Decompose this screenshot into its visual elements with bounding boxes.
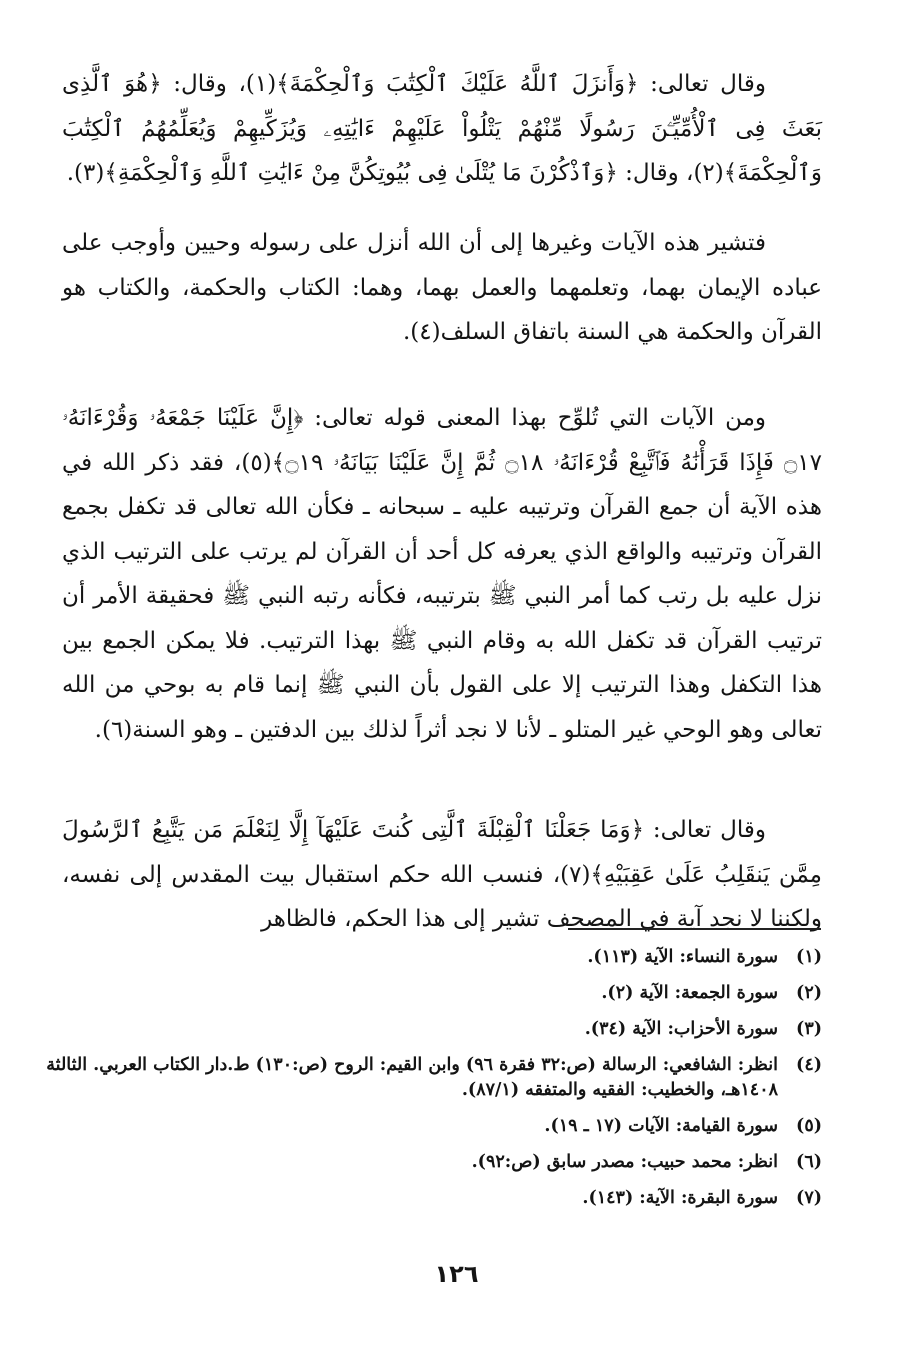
footnote-number: (٥) <box>796 1116 822 1136</box>
paragraph-2: فتشير هذه الآيات وغيرها إلى أن الله أنزل على رسوله وحيين وأوجب على عباده الإيمان بهما، وتعلمهما والعمل بهما، وهما: الكتاب والحكمة، والكتاب هو القرآن والحكمة هي السنة باتفاق السلف(٤). <box>62 230 822 345</box>
footnote-text: سورة البقرة: الآية: (١٤٣). <box>582 1188 778 1208</box>
page-number: ١٢٦ <box>434 1260 479 1288</box>
footnote-text: سورة القيامة: الآيات (١٧ ـ ١٩). <box>544 1116 778 1136</box>
footnote-text: سورة الجمعة: الآية (٢). <box>601 983 778 1003</box>
footnote-text: سورة الأحزاب: الآية (٣٤). <box>584 1019 778 1039</box>
footnote-4 <box>46 1048 822 1109</box>
footnote-number: (٧) <box>796 1188 822 1208</box>
main-text <box>62 62 822 942</box>
footnote-number: (١) <box>796 947 822 967</box>
footnote-text: انظر: الشافعي: الرسالة (ص:٣٢ فقرة ٩٦) وابن القيم: الروح (ص:١٣٠) ط.دار الكتاب العربي. الثالثة ١٤٠٨هـ، والخطيب: الفقيه والمتفقه (٨٧/١). <box>46 1055 778 1100</box>
footnote-3 <box>46 1012 822 1048</box>
footnote-1 <box>46 940 822 976</box>
paragraph-4: وقال تعالى: ﴿وَمَا جَعَلْنَا ٱلْقِبْلَةَ ٱلَّتِى كُنتَ عَلَيْهَآ إِلَّا لِنَعْلَمَ مَن يَتَّبِعُ ٱلرَّسُولَ مِمَّن يَنقَلِبُ عَلَىٰ عَقِبَيْهِ﴾(٧)، فنسب الله حكم استقبال بيت المقدس إلى نفسه، ولكننا لا نجد آية في المصحف تشير إلى هذا الحكم، فالظاهر <box>62 817 822 932</box>
footnote-number: (٤) <box>796 1055 822 1075</box>
footnote-text: انظر: محمد حبيب: مصدر سابق (ص:٩٢). <box>471 1152 778 1172</box>
footnote-divider <box>568 928 821 930</box>
footnote-7 <box>46 1181 822 1217</box>
footnote-5 <box>46 1109 822 1145</box>
footnote-6 <box>46 1145 822 1181</box>
paragraph-3: ومن الآيات التي تُلوِّح بهذا المعنى قوله تعالى: ﴿إِنَّ عَلَيْنَا جَمْعَهُۥ وَقُرْءَانَهُۥ ۝١٧ فَإِذَا قَرَأْنَٰهُ فَٱتَّبِعْ قُرْءَانَهُۥ ۝١٨ ثُمَّ إِنَّ عَلَيْنَا بَيَانَهُۥ ۝١٩﴾(٥)، فقد ذكر الله في هذه الآية أن جمع القرآن وترتيبه عليه ـ سبحانه ـ فكأن الله تعالى قد تكفل بجمع القرآن وترتيبه والواقع الذي يعرفه كل أحد أن القرآن لم يرتب على الترتيب الذي نزل عليه بل رتب كما أمر النبي ﷺ بترتيبه، فكأنه رتبه النبي ﷺ فحقيقة الأمر أن ترتيب القرآن قد تكفل الله به وقام النبي ﷺ بهذا الترتيب. فلا يمكن الجمع بين هذا التكفل وهذا الترتيب إلا على القول بأن النبي ﷺ إنما قام به بوحي من الله تعالى وهو الوحي غير المتلو ـ لأنا لا نجد أثراً لذلك بين الدفتين ـ وهو السنة(٦). <box>62 405 822 743</box>
footnotes-list <box>46 940 822 1217</box>
paragraph-1: وقال تعالى: ﴿وَأَنزَلَ ٱللَّهُ عَلَيْكَ ٱلْكِتَٰبَ وَٱلْحِكْمَةَ﴾(١)، وقال: ﴿هُوَ ٱلَّذِى بَعَثَ فِى ٱلْأُمِّيِّـۧنَ رَسُولًا مِّنْهُمْ يَتْلُواْ عَلَيْهِمْ ءَايَٰتِهِۦ وَيُزَكِّيهِمْ وَيُعَلِّمُهُمُ ٱلْكِتَٰبَ وَٱلْحِكْمَةَ﴾(٢)، وقال: ﴿وَٱذْكُرْنَ مَا يُتْلَىٰ فِى بُيُوتِكُنَّ مِنْ ءَايَٰتِ ٱللَّهِ وَٱلْحِكْمَةِ﴾(٣). <box>62 71 822 186</box>
footnote-2 <box>46 976 822 1012</box>
footnote-number: (٦) <box>796 1152 822 1172</box>
footnote-number: (٣) <box>796 1019 822 1039</box>
footnote-text: سورة النساء: الآية (١١٣). <box>587 947 778 967</box>
footnote-number: (٢) <box>796 983 822 1003</box>
